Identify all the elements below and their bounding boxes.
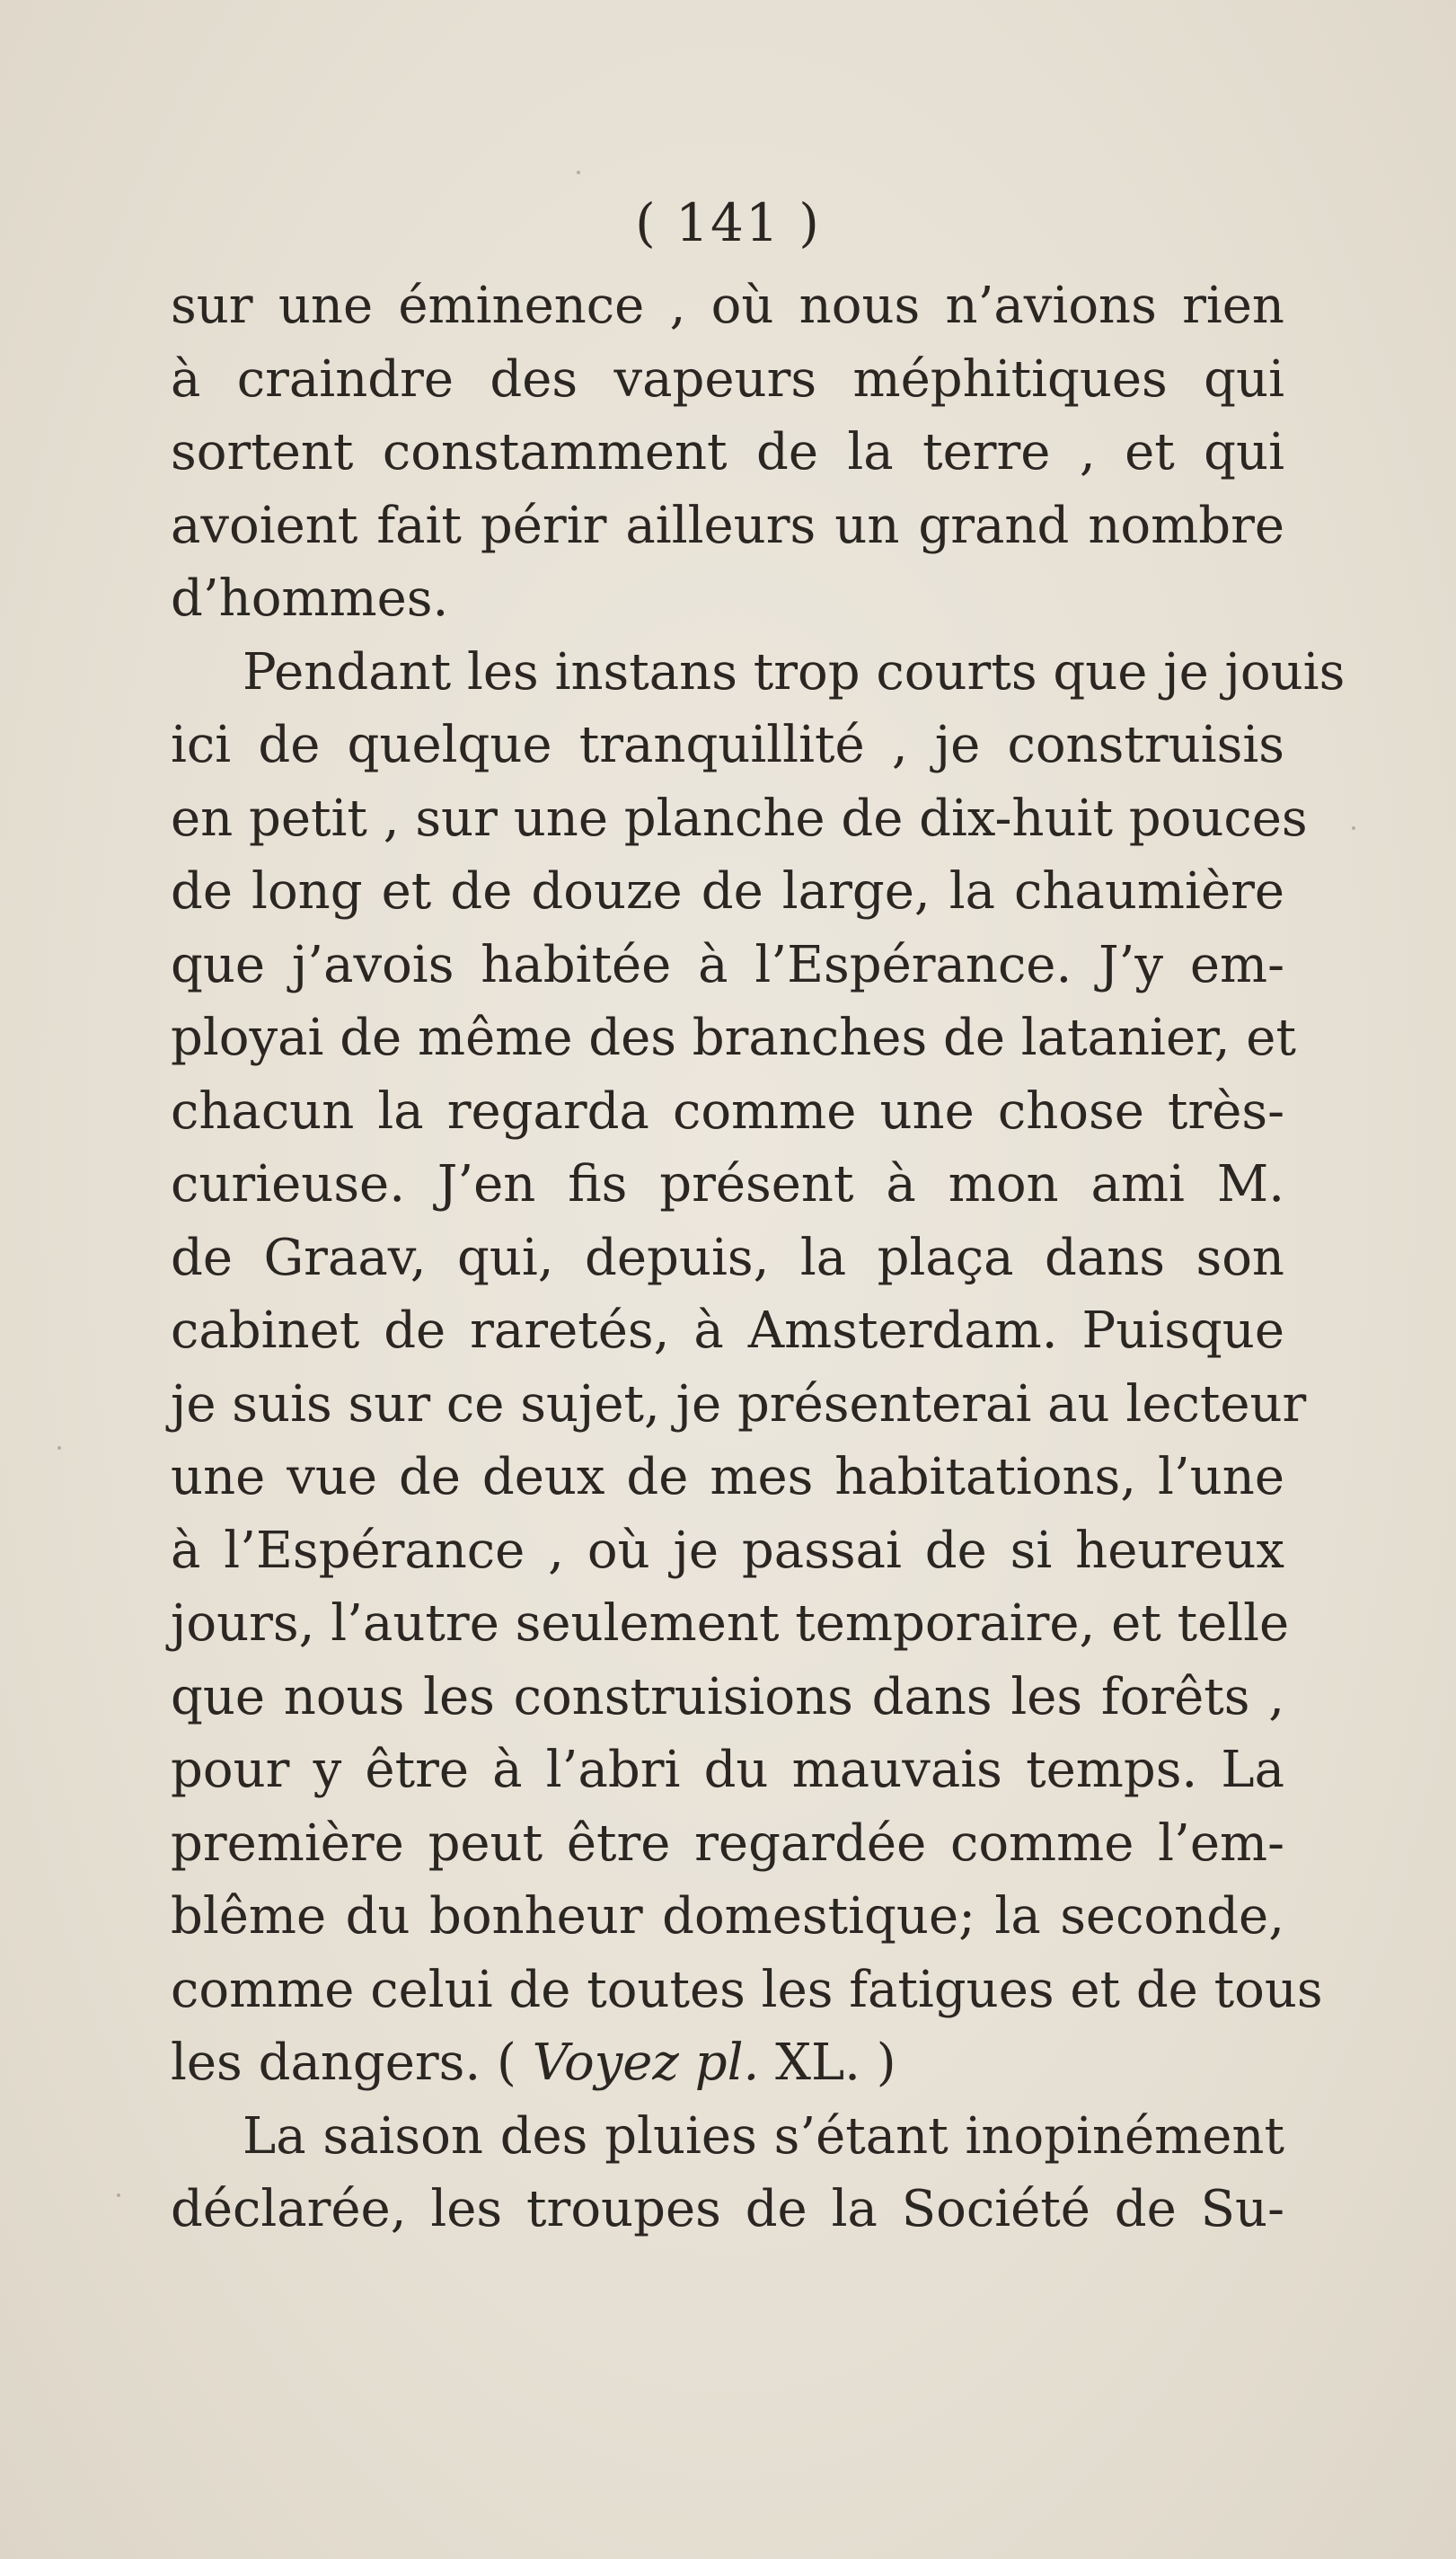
text-line: que nous les construisions dans les forêts , <box>171 1667 1284 1726</box>
text-line: de long et de douze de large, la chaumière <box>171 862 1284 921</box>
text-line: je suis sur ce sujet, je présenterai au lecteur <box>171 1374 1307 1434</box>
text-line: cabinet de raretés, à Amsterdam. Puisque <box>171 1302 1284 1360</box>
paper-speck <box>577 171 580 174</box>
paper-speck <box>57 1446 61 1450</box>
text-line: à craindre des vapeurs méphitiques qui <box>171 349 1284 409</box>
text-line: une vue de deux de mes habitations, l’une <box>171 1448 1284 1506</box>
text-line: jours, l’autre seulement temporaire, et telle <box>171 1594 1290 1653</box>
text-line: d’hommes. <box>171 569 449 628</box>
paper-speck <box>117 2193 120 2197</box>
text-line: sortent constamment de la terre , et qui <box>171 423 1284 481</box>
paragraph-start-line: Pendant les instans trop courts que je jouis <box>243 642 1346 702</box>
plate-reference: Voyez pl. <box>532 2034 760 2092</box>
paragraph-start-line: La saison des pluies s’étant inopinément <box>243 2106 1284 2166</box>
plate-reference-line <box>171 2026 1284 2100</box>
text-line: ici de quelque tranquillité , je construisis <box>171 716 1284 774</box>
text-line: que j’avois habitée à l’Espérance. J’y em- <box>171 935 1284 994</box>
text-line: ployai de même des branches de latanier, et <box>171 1009 1296 1067</box>
reference-text-after: XL. ) <box>759 2034 896 2092</box>
text-line: de Graav, qui, depuis, la plaça dans son <box>171 1228 1284 1287</box>
body-text <box>171 269 1346 2246</box>
text-line: blême du bonheur domestique; la seconde, <box>171 1887 1284 1946</box>
text-line: curieuse. J’en fis présent à mon ami M. <box>171 1155 1284 1213</box>
text-line: sur une éminence , où nous n’avions rien <box>171 277 1284 335</box>
text-line: première peut être regardée comme l’em- <box>171 1813 1284 1873</box>
text-line: chacun la regarda comme une chose très- <box>171 1081 1284 1141</box>
text-line: comme celui de toutes les fatigues et de tous <box>171 1960 1323 2019</box>
page-number: ( 141 ) <box>635 192 821 253</box>
paper-speck <box>1352 826 1355 830</box>
text-line: pour y être à l’abri du mauvais temps. La <box>171 1741 1284 1799</box>
text-line: avoient fait périr ailleurs un grand nombre <box>171 496 1284 555</box>
reference-text-before: les dangers. ( <box>171 2034 533 2092</box>
text-line: à l’Espérance , où je passai de si heureux <box>171 1521 1284 1580</box>
text-line: en petit , sur une planche de dix-huit pouces <box>171 789 1308 848</box>
text-line: déclarée, les troupes de la Société de Su- <box>171 2180 1284 2238</box>
